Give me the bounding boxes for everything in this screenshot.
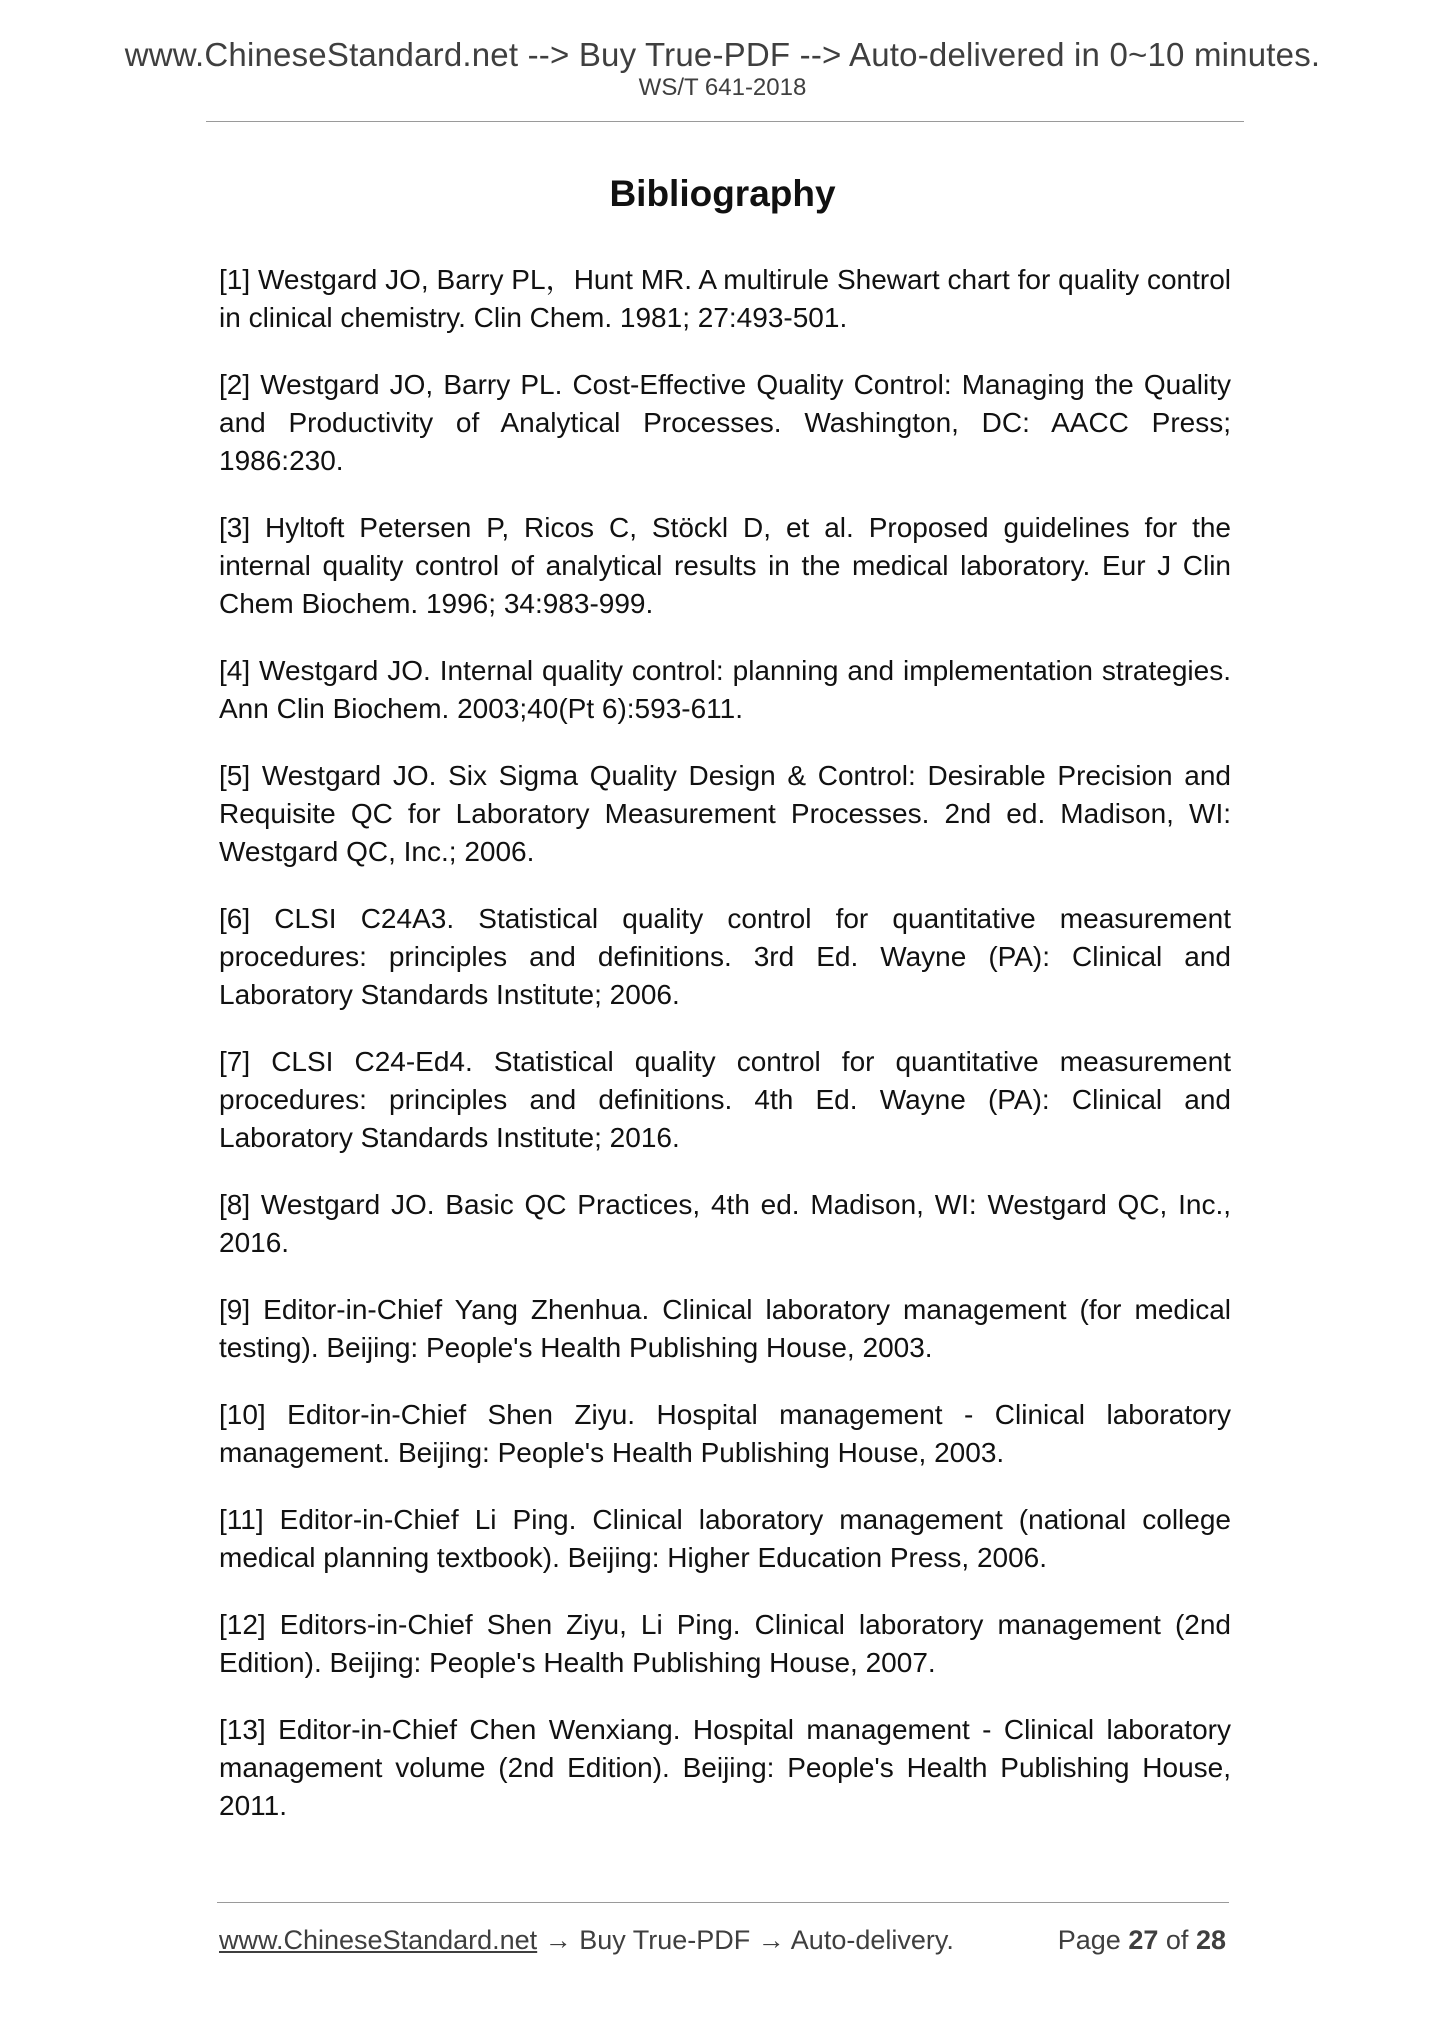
site-link[interactable]: www.ChineseStandard.net [219, 1925, 538, 1955]
reference-item-9: [9] Editor-in-Chief Yang Zhenhua. Clinical laboratory management (for medical testing). Beijing: People's Health Publishing House, 2003. [219, 1294, 1231, 1363]
reference-list [219, 261, 1231, 1854]
current-page: 27 [1128, 1925, 1159, 1955]
auto-delivery-text: Auto-delivery. [790, 1925, 954, 1955]
reference-item-5: [5] Westgard JO. Six Sigma Quality Design & Control: Desirable Precision and Requisite QC for Laboratory Measurement Processes. 2nd ed. Madison, WI: Westgard QC, Inc.; 2006. [219, 760, 1231, 867]
reference-item-1: [1] Westgard JO, Barry PL，Hunt MR. A multirule Shewart chart for quality control in clinical chemistry. Clin Chem. 1981; 27:493-501. [219, 264, 1231, 333]
reference-item-10: [10] Editor-in-Chief Shen Ziyu. Hospital management - Clinical laboratory management. Beijing: People's Health Publishing House, 2003. [219, 1399, 1231, 1468]
header-divider [206, 121, 1244, 122]
arrow-right-icon: → [757, 1925, 785, 1955]
reference-item-12: [12] Editors-in-Chief Shen Ziyu, Li Ping. Clinical laboratory management (2nd Edition). Beijing: People's Health Publishing House, 2007. [219, 1609, 1231, 1678]
page-number [1058, 1920, 1226, 1960]
buy-true-pdf-text: Buy True-PDF [579, 1925, 751, 1955]
reference-item-4: [4] Westgard JO. Internal quality control: planning and implementation strategies. Ann Clin Biochem. 2003;40(Pt 6):593-611. [219, 655, 1231, 724]
reference-item-2: [2] Westgard JO, Barry PL. Cost-Effective Quality Control: Managing the Quality and Productivity of Analytical Processes. Washington, DC: AACC Press; 1986:230. [219, 369, 1231, 476]
reference-item-7: [7] CLSI C24-Ed4. Statistical quality control for quantitative measurement procedures: principles and definitions. 4th Ed. Wayne (PA): Clinical and Laboratory Standards Institute; 2016. [219, 1046, 1231, 1153]
page-of-label: of [1165, 1925, 1189, 1955]
page-footer [219, 1920, 1231, 1960]
arrow-right-icon: → [544, 1925, 572, 1955]
page-label: Page [1057, 1925, 1121, 1955]
reference-item-6: [6] CLSI C24A3. Statistical quality control for quantitative measurement procedures: principles and definitions. 3rd Ed. Wayne (PA): Clinical and Laboratory Standards Institute; 2006. [219, 903, 1231, 1010]
standard-code: WS/T 641-2018 [638, 74, 807, 101]
page-title: Bibliography [609, 173, 836, 214]
reference-item-13: [13] Editor-in-Chief Chen Wenxiang. Hospital management - Clinical laboratory management volume (2nd Edition). Beijing: People's Health Publishing House, 2011. [219, 1714, 1231, 1821]
reference-item-8: [8] Westgard JO. Basic QC Practices, 4th ed. Madison, WI: Westgard QC, Inc., 2016. [219, 1189, 1231, 1258]
footer-promo [219, 1920, 954, 1960]
site-banner: www.ChineseStandard.net --> Buy True-PDF --> Auto-delivered in 0~10 minutes. [124, 36, 1321, 73]
total-pages: 28 [1195, 1925, 1226, 1955]
reference-item-3: [3] Hyltoft Petersen P, Ricos C, Stöckl D, et al. Proposed guidelines for the internal quality control of analytical results in the medical laboratory. Eur J Clin Chem Biochem. 1996; 34:983-999. [219, 512, 1231, 619]
reference-item-11: [11] Editor-in-Chief Li Ping. Clinical laboratory management (national college medical planning textbook). Beijing: Higher Education Press, 2006. [219, 1504, 1231, 1573]
footer-divider [217, 1902, 1229, 1903]
